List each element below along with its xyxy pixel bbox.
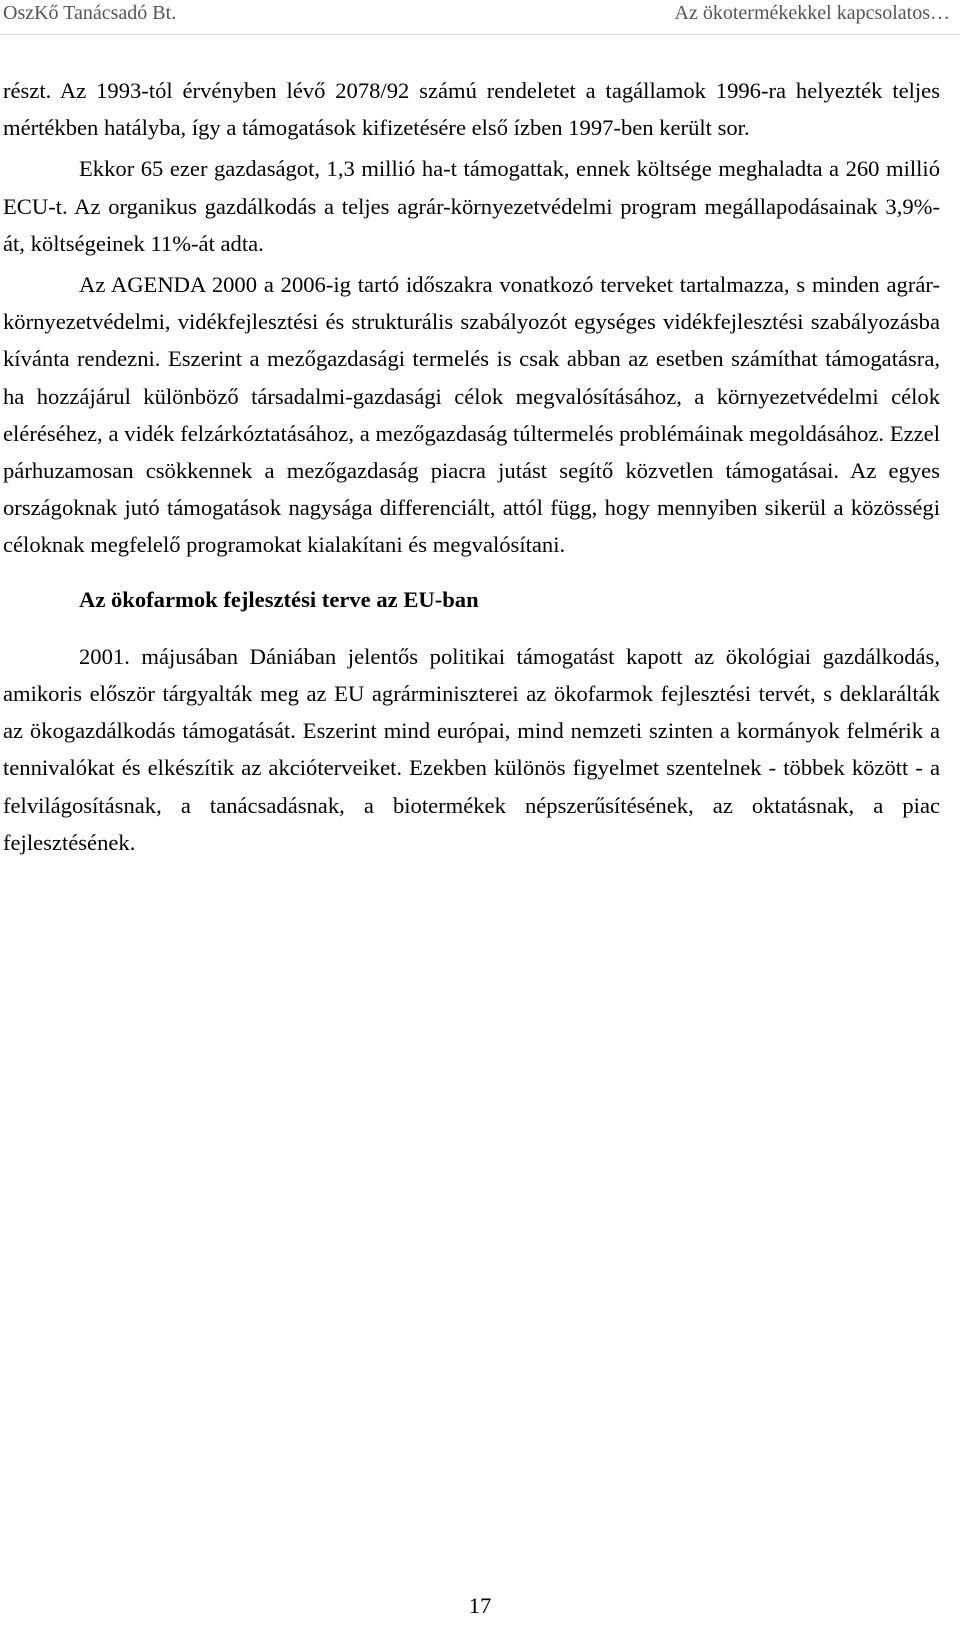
header-company: OszKő Tanácsadó Bt. — [3, 2, 177, 24]
header-chapter-title: Az ökotermékekkel kapcsolatos… — [674, 2, 950, 24]
paragraph-ekkor: Ekkor 65 ezer gazdaságot, 1,3 millió ha-t támogattak, ennek költsége meghaladta a 260 millió ECU-t. Az organikus gazdálkodás a teljes agrár-környezetvédelmi program megállapodásainak 3,9%-át, költségeinek 11%-át adta. — [3, 156, 940, 256]
page-body — [3, 72, 940, 861]
paragraph-continuation: részt. Az 1993-tól érvényben lévő 2078/92 számú rendeletet a tagállamok 1996-ra helyezték teljes mértékben hatályba, így a támogatások kifizetésére első ízben 1997-ben került sor. — [3, 78, 940, 141]
running-header — [0, 0, 960, 34]
section-heading: Az ökofarmok fejlesztési terve az EU-ban — [79, 586, 479, 612]
page-number: 17 — [468, 1593, 492, 1618]
paragraph-2001: 2001. májusában Dániában jelentős politikai támogatást kapott az ökológiai gazdálkodás, amikoris először tárgyalták meg az EU agrárminiszterei az ökofarmok fejlesztési tervét, s deklarálták az ökogazdálkodás támogatását. Eszerint mind európai, mind nemzeti szinten a kormányok felmérik a tennivalókat és elkészítik az akcióterveiket. Ezekben különös figyelmet szentelnek - többek között - a felvilágosításnak, a tanácsadásnak, a biotermékek népszerűsítésének, az oktatásnak, a piac fejlesztésének. — [3, 643, 940, 855]
header-divider — [0, 34, 960, 35]
paragraph-agenda-2000: Az AGENDA 2000 a 2006-ig tartó időszakra vonatkozó terveket tartalmazza, s minden agrár-környezetvédelmi, vidékfejlesztési és strukturális szabályozót egységes vidékfejlesztési szabályozásba kívánta rendezni. Eszerint a mezőgazdasági termelés is csak abban az esetben számíthat támogatásra, ha hozzájárul különböző társadalmi-gazdasági célok megvalósításához, a környezetvédelmi célok eléréséhez, a vidék felzárkóztatásához, a mezőgazdaság túltermelés problémáinak megoldásához. Ezzel párhuzamosan csökkennek a mezőgazdaság piacra jutást segítő közvetlen támogatásai. Az egyes országoknak jutó támogatások nagysága differenciált, attól függ, hogy mennyiben sikerül a közösségi céloknak megfelelő programokat kialakítani és megvalósítani. — [3, 272, 940, 558]
